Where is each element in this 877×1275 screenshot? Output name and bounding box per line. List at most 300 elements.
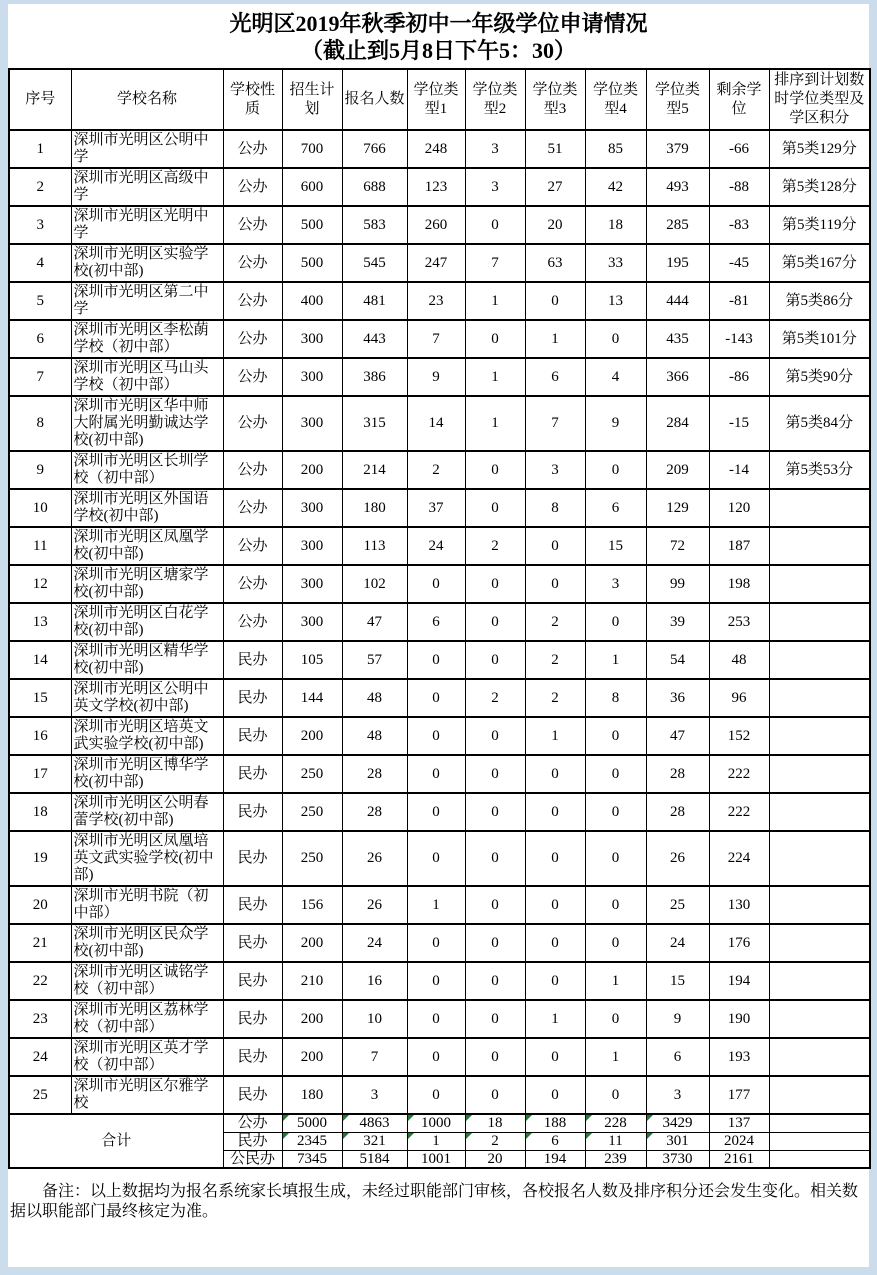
cell-type3: 1 (525, 717, 585, 755)
cell-remaining: 224 (709, 831, 769, 886)
cell-type5: 493 (646, 168, 709, 206)
table-row (9, 320, 870, 358)
cell-school-name: 深圳市光明书院（初中部） (71, 886, 223, 924)
cell-type2: 0 (465, 1000, 525, 1038)
cell-type3: 6 (525, 358, 585, 396)
cell-type3: 27 (525, 168, 585, 206)
cell-type1: 260 (407, 206, 465, 244)
cell-type5: 15 (646, 962, 709, 1000)
cell-plan: 156 (282, 886, 342, 924)
column-header: 学位类型5 (646, 69, 709, 130)
cell-plan: 400 (282, 282, 342, 320)
cell-remaining: 253 (709, 603, 769, 641)
cell-type4: 1 (585, 962, 646, 1000)
cell-school-type: 民办 (223, 962, 282, 1000)
cell-applicants: 766 (342, 130, 407, 168)
cell-type5: 36 (646, 679, 709, 717)
column-header: 序号 (9, 69, 71, 130)
cell-plan: 300 (282, 396, 342, 451)
cell-type4: 6 (585, 489, 646, 527)
cell-rank-score (769, 831, 870, 886)
cell-school-type: 民办 (223, 679, 282, 717)
cell-plan: 200 (282, 717, 342, 755)
cell-index: 25 (9, 1076, 71, 1114)
cell-school-name: 深圳市光明区李松蓢学校（初中部） (71, 320, 223, 358)
column-header: 学位类型4 (585, 69, 646, 130)
cell-type3: 194 (525, 1150, 585, 1168)
cell-type3: 188 (525, 1114, 585, 1132)
table-row (9, 527, 870, 565)
cell-applicants: 57 (342, 641, 407, 679)
cell-type4: 0 (585, 886, 646, 924)
cell-type3: 1 (525, 320, 585, 358)
cell-rank-score: 第5类119分 (769, 206, 870, 244)
cell-type5: 129 (646, 489, 709, 527)
cell-school-type: 公办 (223, 206, 282, 244)
cell-type4: 0 (585, 924, 646, 962)
column-header: 学校名称 (71, 69, 223, 130)
cell-remaining: 2161 (709, 1150, 769, 1168)
cell-applicants: 28 (342, 793, 407, 831)
cell-type2: 0 (465, 924, 525, 962)
cell-type2: 0 (465, 755, 525, 793)
cell-type1: 0 (407, 1000, 465, 1038)
cell-school-type: 公办 (223, 603, 282, 641)
cell-type1: 248 (407, 130, 465, 168)
table-row (9, 565, 870, 603)
cell-type3: 0 (525, 924, 585, 962)
cell-type4: 0 (585, 603, 646, 641)
column-header: 学位类型3 (525, 69, 585, 130)
cell-index: 6 (9, 320, 71, 358)
cell-remaining: 190 (709, 1000, 769, 1038)
cell-type3: 0 (525, 1076, 585, 1114)
cell-type3: 0 (525, 962, 585, 1000)
cell-school-name: 深圳市光明区培英文武实验学校(初中部) (71, 717, 223, 755)
cell-index: 13 (9, 603, 71, 641)
cell-rank-score (769, 679, 870, 717)
cell-school-type: 公办 (223, 168, 282, 206)
cell-type4: 11 (585, 1132, 646, 1150)
cell-plan: 250 (282, 755, 342, 793)
cell-type1: 0 (407, 1076, 465, 1114)
cell-type3: 63 (525, 244, 585, 282)
table-row (9, 962, 870, 1000)
cell-type5: 3730 (646, 1150, 709, 1168)
cell-school-type: 民办 (223, 755, 282, 793)
column-header: 报名人数 (342, 69, 407, 130)
cell-school-name: 深圳市光明区光明中学 (71, 206, 223, 244)
cell-plan: 200 (282, 1038, 342, 1076)
cell-remaining: 48 (709, 641, 769, 679)
cell-applicants: 102 (342, 565, 407, 603)
cell-school-type: 公办 (223, 1114, 282, 1132)
cell-applicants: 3 (342, 1076, 407, 1114)
cell-remaining: -15 (709, 396, 769, 451)
cell-plan: 200 (282, 451, 342, 489)
cell-type2: 0 (465, 641, 525, 679)
totals-row (9, 1114, 870, 1132)
cell-remaining: 176 (709, 924, 769, 962)
cell-type2: 2 (465, 527, 525, 565)
cell-school-type: 公办 (223, 244, 282, 282)
cell-index: 3 (9, 206, 71, 244)
cell-type5: 99 (646, 565, 709, 603)
cell-plan: 200 (282, 1000, 342, 1038)
cell-school-name: 深圳市光明区公明中学 (71, 130, 223, 168)
cell-school-name: 深圳市光明区外国语学校(初中部) (71, 489, 223, 527)
cell-type1: 247 (407, 244, 465, 282)
cell-plan: 300 (282, 603, 342, 641)
table-row (9, 831, 870, 886)
cell-type4: 18 (585, 206, 646, 244)
cell-remaining: 96 (709, 679, 769, 717)
cell-type4: 9 (585, 396, 646, 451)
cell-remaining: -88 (709, 168, 769, 206)
cell-rank-score: 第5类129分 (769, 130, 870, 168)
cell-type2: 0 (465, 1076, 525, 1114)
cell-type1: 1000 (407, 1114, 465, 1132)
cell-plan: 7345 (282, 1150, 342, 1168)
cell-school-name: 深圳市光明区马山头学校（初中部） (71, 358, 223, 396)
cell-school-name: 深圳市光明区公明中英文学校(初中部) (71, 679, 223, 717)
cell-school-type: 民办 (223, 924, 282, 962)
cell-type5: 39 (646, 603, 709, 641)
cell-index: 21 (9, 924, 71, 962)
cell-remaining: -14 (709, 451, 769, 489)
cell-school-type: 民办 (223, 1132, 282, 1150)
cell-remaining: -81 (709, 282, 769, 320)
cell-rank-score: 第5类90分 (769, 358, 870, 396)
cell-type3: 2 (525, 641, 585, 679)
cell-school-name: 深圳市光明区博华学校(初中部) (71, 755, 223, 793)
cell-type1: 14 (407, 396, 465, 451)
cell-plan: 300 (282, 358, 342, 396)
table-row (9, 679, 870, 717)
cell-applicants: 28 (342, 755, 407, 793)
cell-type2: 20 (465, 1150, 525, 1168)
cell-type2: 0 (465, 886, 525, 924)
table-row (9, 396, 870, 451)
column-header: 排序到计划数时学位类型及学区积分 (769, 69, 870, 130)
cell-rank-score (769, 1132, 870, 1150)
cell-rank-score (769, 489, 870, 527)
cell-type4: 42 (585, 168, 646, 206)
cell-remaining: 193 (709, 1038, 769, 1076)
cell-index: 16 (9, 717, 71, 755)
cell-type4: 239 (585, 1150, 646, 1168)
cell-type2: 0 (465, 962, 525, 1000)
cell-school-type: 公办 (223, 396, 282, 451)
cell-rank-score (769, 603, 870, 641)
cell-applicants: 47 (342, 603, 407, 641)
title-line-2: （截止到5月8日下午5：30） (300, 38, 576, 63)
cell-type3: 0 (525, 282, 585, 320)
cell-remaining: 137 (709, 1114, 769, 1132)
table-row (9, 1038, 870, 1076)
column-header: 学校性质 (223, 69, 282, 130)
cell-applicants: 48 (342, 717, 407, 755)
cell-type4: 13 (585, 282, 646, 320)
table-row (9, 358, 870, 396)
cell-remaining: -45 (709, 244, 769, 282)
sheet (8, 4, 869, 1267)
cell-applicants: 214 (342, 451, 407, 489)
cell-plan: 5000 (282, 1114, 342, 1132)
cell-type2: 7 (465, 244, 525, 282)
cell-type1: 0 (407, 1038, 465, 1076)
admissions-table (8, 68, 871, 1169)
table-row (9, 641, 870, 679)
cell-type5: 54 (646, 641, 709, 679)
cell-type5: 435 (646, 320, 709, 358)
cell-type4: 0 (585, 1000, 646, 1038)
cell-type1: 0 (407, 962, 465, 1000)
cell-rank-score: 第5类86分 (769, 282, 870, 320)
cell-remaining: 120 (709, 489, 769, 527)
cell-school-name: 深圳市光明区塘家学校(初中部) (71, 565, 223, 603)
cell-plan: 180 (282, 1076, 342, 1114)
cell-type3: 2 (525, 603, 585, 641)
column-header: 学位类型1 (407, 69, 465, 130)
cell-type5: 209 (646, 451, 709, 489)
cell-remaining: 198 (709, 565, 769, 603)
cell-school-name: 深圳市光明区第二中学 (71, 282, 223, 320)
cell-type1: 0 (407, 641, 465, 679)
cell-type5: 366 (646, 358, 709, 396)
cell-type3: 2 (525, 679, 585, 717)
header-row (9, 69, 870, 130)
cell-index: 22 (9, 962, 71, 1000)
cell-index: 1 (9, 130, 71, 168)
cell-school-name: 深圳市光明区荔林学校（初中部） (71, 1000, 223, 1038)
cell-remaining: 177 (709, 1076, 769, 1114)
cell-rank-score (769, 1114, 870, 1132)
cell-rank-score: 第5类128分 (769, 168, 870, 206)
cell-remaining: -83 (709, 206, 769, 244)
cell-index: 14 (9, 641, 71, 679)
cell-school-name: 深圳市光明区精华学校(初中部) (71, 641, 223, 679)
cell-type1: 2 (407, 451, 465, 489)
cell-plan: 2345 (282, 1132, 342, 1150)
cell-index: 24 (9, 1038, 71, 1076)
cell-type1: 123 (407, 168, 465, 206)
table-row (9, 206, 870, 244)
cell-school-type: 民办 (223, 886, 282, 924)
cell-type5: 301 (646, 1132, 709, 1150)
cell-rank-score (769, 924, 870, 962)
table-totals (9, 1114, 870, 1168)
cell-school-name: 深圳市光明区实验学校(初中部) (71, 244, 223, 282)
cell-school-type: 公办 (223, 527, 282, 565)
cell-school-name: 深圳市光明区诚铭学校（初中部） (71, 962, 223, 1000)
cell-type2: 3 (465, 168, 525, 206)
cell-applicants: 10 (342, 1000, 407, 1038)
cell-type5: 28 (646, 755, 709, 793)
page-title (8, 4, 869, 64)
cell-type2: 2 (465, 679, 525, 717)
cell-type1: 24 (407, 527, 465, 565)
cell-applicants: 7 (342, 1038, 407, 1076)
cell-type3: 8 (525, 489, 585, 527)
cell-type1: 6 (407, 603, 465, 641)
cell-school-type: 公办 (223, 451, 282, 489)
table-row (9, 1076, 870, 1114)
cell-type2: 0 (465, 565, 525, 603)
cell-remaining: 152 (709, 717, 769, 755)
cell-applicants: 583 (342, 206, 407, 244)
cell-school-type: 公民办 (223, 1150, 282, 1168)
cell-type3: 0 (525, 831, 585, 886)
cell-index: 11 (9, 527, 71, 565)
table-row (9, 282, 870, 320)
table-header (9, 69, 870, 130)
cell-applicants: 321 (342, 1132, 407, 1150)
cell-plan: 600 (282, 168, 342, 206)
cell-index: 8 (9, 396, 71, 451)
cell-type1: 1001 (407, 1150, 465, 1168)
cell-index: 10 (9, 489, 71, 527)
title-line-1: 光明区2019年秋季初中一年级学位申请情况 (229, 11, 648, 36)
cell-plan: 300 (282, 320, 342, 358)
cell-type5: 3429 (646, 1114, 709, 1132)
cell-index: 5 (9, 282, 71, 320)
cell-type2: 0 (465, 717, 525, 755)
cell-rank-score (769, 527, 870, 565)
cell-type4: 0 (585, 717, 646, 755)
cell-type5: 6 (646, 1038, 709, 1076)
cell-rank-score (769, 565, 870, 603)
cell-type4: 15 (585, 527, 646, 565)
table-row (9, 793, 870, 831)
cell-type1: 0 (407, 793, 465, 831)
cell-school-type: 公办 (223, 358, 282, 396)
totals-label: 合计 (9, 1114, 223, 1168)
cell-index: 12 (9, 565, 71, 603)
cell-type3: 7 (525, 396, 585, 451)
table-row (9, 244, 870, 282)
cell-rank-score (769, 1038, 870, 1076)
cell-rank-score (769, 641, 870, 679)
cell-type1: 0 (407, 924, 465, 962)
cell-applicants: 24 (342, 924, 407, 962)
cell-school-type: 公办 (223, 489, 282, 527)
cell-type1: 0 (407, 755, 465, 793)
cell-applicants: 545 (342, 244, 407, 282)
cell-school-name: 深圳市光明区英才学校（初中部） (71, 1038, 223, 1076)
cell-index: 17 (9, 755, 71, 793)
cell-index: 20 (9, 886, 71, 924)
cell-type5: 285 (646, 206, 709, 244)
cell-type1: 9 (407, 358, 465, 396)
cell-rank-score (769, 1076, 870, 1114)
cell-applicants: 180 (342, 489, 407, 527)
cell-type3: 0 (525, 565, 585, 603)
cell-applicants: 26 (342, 831, 407, 886)
cell-school-name: 深圳市光明区民众学校(初中部) (71, 924, 223, 962)
cell-type5: 9 (646, 1000, 709, 1038)
cell-type4: 228 (585, 1114, 646, 1132)
cell-type5: 284 (646, 396, 709, 451)
cell-applicants: 4863 (342, 1114, 407, 1132)
cell-rank-score (769, 717, 870, 755)
cell-rank-score (769, 886, 870, 924)
table-row (9, 755, 870, 793)
table-row (9, 603, 870, 641)
note: 备注：以上数据均为报名系统家长填报生成，未经过职能部门审核，各校报名人数及排序积分还会发生变化。相关数据以职能部门最终核定为准。 (10, 1183, 859, 1220)
cell-remaining: -66 (709, 130, 769, 168)
cell-type2: 1 (465, 358, 525, 396)
cell-applicants: 26 (342, 886, 407, 924)
cell-type4: 0 (585, 451, 646, 489)
cell-type5: 28 (646, 793, 709, 831)
cell-index: 4 (9, 244, 71, 282)
cell-type3: 0 (525, 1038, 585, 1076)
cell-type2: 2 (465, 1132, 525, 1150)
cell-school-name: 深圳市光明区高级中学 (71, 168, 223, 206)
cell-type4: 0 (585, 320, 646, 358)
cell-type4: 0 (585, 755, 646, 793)
cell-school-type: 民办 (223, 793, 282, 831)
cell-school-type: 民办 (223, 831, 282, 886)
cell-type2: 3 (465, 130, 525, 168)
cell-remaining: 222 (709, 755, 769, 793)
cell-type1: 23 (407, 282, 465, 320)
cell-applicants: 481 (342, 282, 407, 320)
cell-rank-score (769, 1000, 870, 1038)
cell-school-type: 民办 (223, 641, 282, 679)
cell-rank-score (769, 962, 870, 1000)
cell-type5: 26 (646, 831, 709, 886)
cell-school-type: 公办 (223, 282, 282, 320)
cell-type3: 0 (525, 755, 585, 793)
cell-rank-score: 第5类101分 (769, 320, 870, 358)
cell-school-type: 民办 (223, 1076, 282, 1114)
column-header: 招生计划 (282, 69, 342, 130)
cell-type5: 72 (646, 527, 709, 565)
cell-type1: 0 (407, 831, 465, 886)
cell-plan: 250 (282, 793, 342, 831)
cell-remaining: -143 (709, 320, 769, 358)
cell-applicants: 688 (342, 168, 407, 206)
cell-school-name: 深圳市光明区公明春蕾学校(初中部) (71, 793, 223, 831)
cell-applicants: 5184 (342, 1150, 407, 1168)
cell-school-name: 深圳市光明区凤凰培英文武实验学校(初中部) (71, 831, 223, 886)
cell-applicants: 443 (342, 320, 407, 358)
cell-type2: 0 (465, 793, 525, 831)
cell-type4: 0 (585, 793, 646, 831)
cell-remaining: 187 (709, 527, 769, 565)
cell-applicants: 315 (342, 396, 407, 451)
cell-plan: 300 (282, 565, 342, 603)
cell-school-name: 深圳市光明区白花学校(初中部) (71, 603, 223, 641)
cell-type4: 85 (585, 130, 646, 168)
cell-plan: 250 (282, 831, 342, 886)
cell-plan: 105 (282, 641, 342, 679)
table-row (9, 168, 870, 206)
cell-type4: 8 (585, 679, 646, 717)
cell-remaining: 222 (709, 793, 769, 831)
cell-school-name: 深圳市光明区华中师大附属光明勤诚达学校(初中部) (71, 396, 223, 451)
column-header: 剩余学位 (709, 69, 769, 130)
table-row (9, 924, 870, 962)
cell-type2: 18 (465, 1114, 525, 1132)
cell-applicants: 113 (342, 527, 407, 565)
cell-type1: 1 (407, 1132, 465, 1150)
cell-school-type: 公办 (223, 320, 282, 358)
cell-plan: 500 (282, 244, 342, 282)
cell-type2: 0 (465, 320, 525, 358)
